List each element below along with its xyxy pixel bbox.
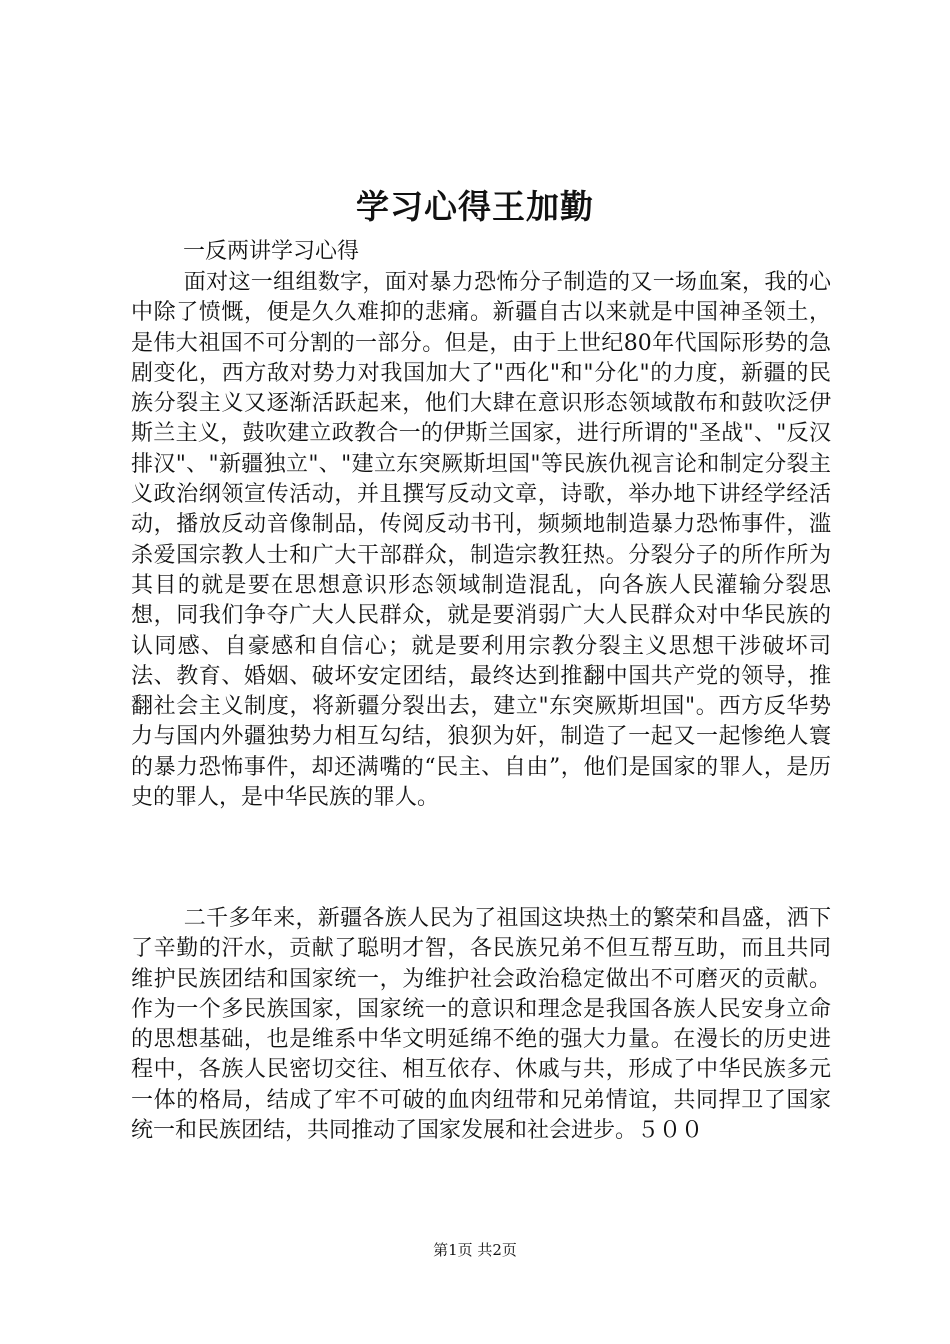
body-paragraph-1: 面对这一组组数字，面对暴力恐怖分子制造的又一场血案，我的心中除了愤慨，便是久久难抑的悲痛。新疆自古以来就是中国神圣领土，是伟大祖国不可分割的一部分。但是，由于上世纪80年代国际形势的急剧变化，西方敌对势力对我国加大了"西化"和"分化"的力度，新疆的民族分裂主义又逐渐活跃起来，他们大肆在意识形态领域散布和鼓吹泛伊斯兰主义，鼓吹建立政教合一的伊斯兰国家，进行所谓的"圣战"、"反汉排汉"、"新疆独立"、"建立东突厥斯坦国"等民族仇视言论和制定分裂主义政治纲领宣传活动，并且撰写反动文章，诗歌，举办地下讲经学经活动，播放反动音像制品，传阅反动书刊，频频地制造暴力恐怖事件，滥杀爱国宗教人士和广大干部群众，制造宗教狂热。分裂分子的所作所为其目的就是要在思想意识形态领域制造混乱，向各族人民灌输分裂思想，同我们争夺广大人民群众，就是要消弱广大人民群众对中华民族的认同感、自豪感和自信心；就是要利用宗教分裂主义思想干涉破坏司法、教育、婚姻、破坏安定团结，最终达到推翻中国共产党的领导，推翻社会主义制度，将新疆分裂出去，建立"东突厥斯坦国"。西方反华势力与国内外疆独势力相互勾结，狼狈为奸，制造了一起又一起惨绝人寰的暴力恐怖事件，却还满嘴的“民主、自由”，他们是国家的罪人，是历史的罪人，是中华民族的罪人。 — [131, 270, 831, 811]
page-number-footer: 第1页 共2页 — [433, 1241, 517, 1259]
document-subtitle: 一反两讲学习心得 — [183, 239, 360, 264]
page-title: 学习心得王加勤 — [356, 187, 594, 226]
body-paragraph-2: 二千多年来，新疆各族人民为了祖国这块热土的繁荣和昌盛，洒下了辛勤的汗水，贡献了聪明才智，各民族兄弟不但互帮互助，而且共同维护民族团结和国家统一，为维护社会政治稳定做出不可磨灭的贡献。作为一个多民族国家，国家统一的意识和理念是我国各族人民安身立命的思想基础，也是维系中华文明延绵不绝的强大力量。在漫长的历史进程中，各族人民密切交往、相互依存、休戚与共，形成了中华民族多元一体的格局，结成了牢不可破的血肉纽带和兄弟情谊，共同捍卫了国家统一和民族团结，共同推动了国家发展和社会进步。５００ — [131, 906, 831, 1144]
